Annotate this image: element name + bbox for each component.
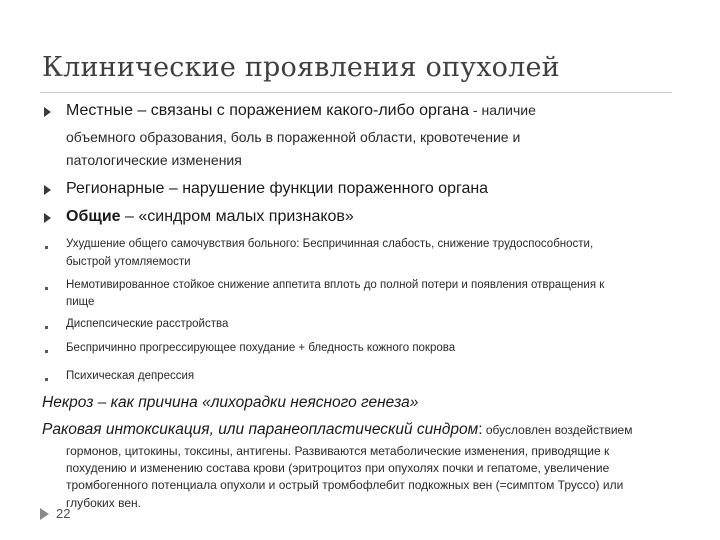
- bullet-text: – «синдром малых признаков»: [120, 208, 354, 225]
- bullet-local-continuation: объемного образования, боль в пораженной области, кровотечение и: [66, 129, 521, 145]
- sub-bullet: Психическая депрессия: [66, 370, 195, 382]
- sub-bullet: Немотивированное стойкое снижение аппетита вплоть до полной потери и появления отвращения к: [66, 279, 605, 291]
- sub-bullet: Диспепсические расстройства: [66, 318, 229, 330]
- sub-bullet-continuation: быстрой утомляемости: [66, 256, 191, 268]
- intoxication-colon: :: [478, 421, 483, 438]
- necrosis-line: Некроз – как причина «лихорадки неясного генеза»: [42, 394, 419, 411]
- sub-bullet-continuation: пище: [66, 296, 95, 308]
- square-bullet-icon: [45, 246, 48, 249]
- sub-bullet: Ухудшение общего самочувствия больного: Беспричинная слабость, снижение трудоспособности,: [66, 238, 594, 250]
- bullet-general: [66, 208, 354, 226]
- page-number: 22: [56, 506, 71, 521]
- square-bullet-icon: [45, 378, 48, 381]
- bullet-local-continuation: патологические изменения: [66, 152, 242, 168]
- square-bullet-icon: [45, 350, 48, 353]
- bullet-local: [66, 102, 536, 120]
- sub-bullet: Беспричинно прогрессирующее похудание + бледность кожного покрова: [66, 342, 456, 354]
- bullet-text-rest: - наличие: [469, 102, 536, 118]
- arrow-bullet-icon: [44, 213, 51, 223]
- intoxication-heading: [42, 421, 632, 439]
- square-bullet-icon: [45, 326, 48, 329]
- intoxication-text: обусловлен воздействием: [482, 423, 633, 437]
- intoxication-italic: Раковая интоксикация, или паранеопластический синдром: [42, 421, 479, 438]
- slide-title: Клинические проявления опухолей: [42, 52, 560, 83]
- bullet-term: Местные: [66, 102, 133, 119]
- square-bullet-icon: [45, 287, 48, 290]
- intoxication-line: похудению и изменению состава крови (эритроцитоз при опухолях почки и гепатоме, увеличение: [66, 461, 610, 475]
- title-divider: [40, 92, 672, 93]
- page-marker-icon: [40, 508, 49, 520]
- intoxication-line: гормонов, цитокины, токсины, антигены. Развиваются метаболические изменения, приводящие к: [66, 444, 610, 458]
- arrow-bullet-icon: [44, 185, 51, 195]
- arrow-bullet-icon: [44, 107, 51, 117]
- bullet-text: – связаны с поражением какого-либо органа: [132, 102, 470, 119]
- bullet-text: – нарушение функции пораженного органа: [164, 180, 489, 197]
- bullet-term: Регионарные: [66, 180, 165, 197]
- intoxication-line: глубоких вен.: [66, 496, 141, 510]
- bullet-regional: [66, 180, 488, 198]
- intoxication-line: тромбогенного потенциала опухоли и острый тромбофлебит подкожных вен (=симптом Труссо) или: [66, 478, 624, 492]
- bullet-term: Общие: [66, 208, 121, 225]
